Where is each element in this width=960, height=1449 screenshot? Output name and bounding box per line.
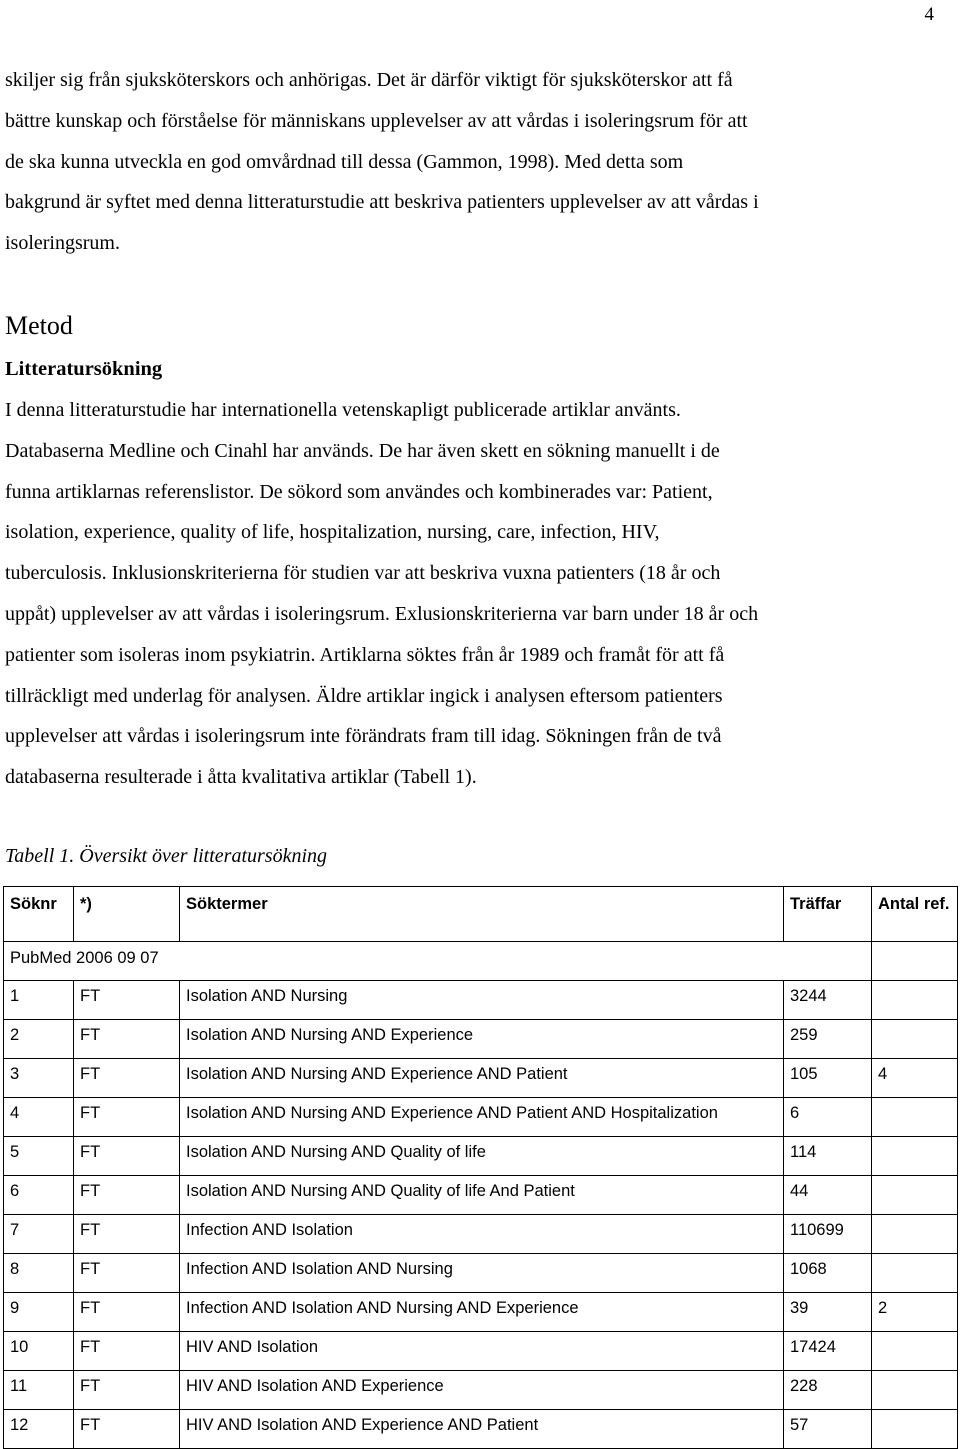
text-line: databaserna resulterade i åtta kvalitativa artiklar (Tabell 1). [5,766,477,789]
cell-soktermer: Isolation AND Nursing AND Experience AND Patient [180,1059,784,1098]
cell-soknr: 4 [4,1098,74,1137]
header-asterisk: *) [74,887,180,942]
database-row [4,942,958,981]
cell-antal-ref [872,1254,958,1293]
cell-traffar: 17424 [784,1332,872,1371]
section-heading-metod: Metod [5,311,73,340]
text-line: uppåt) upplevelser av att vårdas i isoleringsrum. Exlusionskriterierna var barn under 18 år och [5,602,759,625]
cell-antal-ref [872,1410,958,1449]
cell-traffar: 114 [784,1137,872,1176]
table-row [4,1371,958,1410]
cell-type: FT [74,1059,180,1098]
cell-traffar: 110699 [784,1215,872,1254]
table-row [4,1410,958,1449]
text-line: tillräckligt med underlag för analysen. Äldre artiklar ingick i analysen eftersom patienters [5,684,723,707]
cell-traffar: 1068 [784,1254,872,1293]
cell-soknr: 6 [4,1176,74,1215]
table-caption: Tabell 1. Översikt över litteratursökning [5,845,328,867]
cell-traffar: 39 [784,1293,872,1332]
header-soknr: Söknr [4,887,74,942]
cell-soknr: 5 [4,1137,74,1176]
cell-type: FT [74,1176,180,1215]
cell-soktermer: Infection AND Isolation AND Nursing [180,1254,784,1293]
cell-type: FT [74,981,180,1020]
cell-type: FT [74,1215,180,1254]
cell-antal-ref: 2 [872,1293,958,1332]
cell-soknr: 12 [4,1410,74,1449]
cell-soknr: 11 [4,1371,74,1410]
method-paragraph [5,390,905,798]
text-line: funna artiklarnas referenslistor. De sökord som användes och kombinerades var: Patient, [5,480,713,503]
table-row [4,1215,958,1254]
table-row [4,1098,958,1137]
table-row [4,981,958,1020]
cell-soktermer: HIV AND Isolation [180,1332,784,1371]
cell-type: FT [74,1410,180,1449]
subsection-heading-litteratursokning: Litteratursökning [5,358,163,380]
cell-traffar: 105 [784,1059,872,1098]
table-row [4,1332,958,1371]
text-line: isolation, experience, quality of life, hospitalization, nursing, care, infection, HIV, [5,521,660,544]
cell-soknr: 10 [4,1332,74,1371]
table-row [4,1176,958,1215]
table-cell [872,942,958,981]
cell-type: FT [74,1254,180,1293]
cell-antal-ref [872,1020,958,1059]
cell-soknr: 1 [4,981,74,1020]
header-soktermer: Söktermer [180,887,784,942]
cell-soktermer: Isolation AND Nursing AND Quality of life And Patient [180,1176,784,1215]
cell-antal-ref [872,1215,958,1254]
text-line: upplevelser att vårdas i isoleringsrum inte förändrats fram till idag. Sökningen från de två [5,725,722,748]
cell-soktermer: Isolation AND Nursing AND Experience AND Patient AND Hospitalization [180,1098,784,1137]
text-line: isoleringsrum. [5,232,120,255]
cell-soknr: 3 [4,1059,74,1098]
cell-type: FT [74,1332,180,1371]
text-line: tuberculosis. Inklusionskriterierna för studien var att beskriva vuxna patienters (18 år och [5,562,721,585]
table-row [4,1059,958,1098]
text-line: de ska kunna utveckla en god omvårdnad till dessa (Gammon, 1998). Med detta som [5,150,684,173]
cell-soktermer: HIV AND Isolation AND Experience AND Patient [180,1410,784,1449]
text-line: patienter som isoleras inom psykiatrin. Artiklarna söktes från år 1989 och framåt för att få [5,643,725,666]
cell-traffar: 57 [784,1410,872,1449]
cell-soktermer: Isolation AND Nursing AND Quality of life [180,1137,784,1176]
cell-traffar: 6 [784,1098,872,1137]
header-traffar: Träffar [784,887,872,942]
cell-traffar: 3244 [784,981,872,1020]
database-label: PubMed 2006 09 07 [4,942,872,981]
cell-soktermer: Infection AND Isolation AND Nursing AND Experience [180,1293,784,1332]
cell-antal-ref [872,1176,958,1215]
cell-soknr: 7 [4,1215,74,1254]
cell-soknr: 8 [4,1254,74,1293]
table-row [4,1020,958,1059]
cell-type: FT [74,1020,180,1059]
cell-type: FT [74,1371,180,1410]
search-table [3,886,958,1449]
text-line: bättre kunskap och förståelse för människans upplevelser av att vårdas i isoleringsrum för att [5,109,748,132]
text-line: skiljer sig från sjuksköterskors och anhörigas. Det är därför viktigt för sjuksköterskor att få [5,69,733,91]
cell-type: FT [74,1098,180,1137]
cell-type: FT [74,1293,180,1332]
cell-soktermer: Infection AND Isolation [180,1215,784,1254]
table-row [4,1254,958,1293]
cell-soktermer: HIV AND Isolation AND Experience [180,1371,784,1410]
header-antal-ref: Antal ref. [872,887,958,942]
cell-soktermer: Isolation AND Nursing AND Experience [180,1020,784,1059]
cell-antal-ref [872,1098,958,1137]
cell-antal-ref: 4 [872,1059,958,1098]
text-line: bakgrund är syftet med denna litteraturstudie att beskriva patienters upplevelser av att vårdas i [5,191,759,214]
table-row [4,1293,958,1332]
text-line: Databaserna Medline och Cinahl har används. De har även skett en sökning manuellt i de [5,439,720,462]
cell-soktermer: Isolation AND Nursing [180,981,784,1020]
table-row [4,1137,958,1176]
page-number: 4 [924,4,934,25]
cell-traffar: 259 [784,1020,872,1059]
cell-soknr: 2 [4,1020,74,1059]
table-header-row [4,887,958,942]
cell-antal-ref [872,1137,958,1176]
text-line: I denna litteraturstudie har internationella vetenskapligt publicerade artiklar använts. [5,399,681,421]
cell-antal-ref [872,981,958,1020]
cell-type: FT [74,1137,180,1176]
cell-traffar: 44 [784,1176,872,1215]
cell-antal-ref [872,1371,958,1410]
cell-soknr: 9 [4,1293,74,1332]
cell-antal-ref [872,1332,958,1371]
intro-paragraph [5,60,905,264]
cell-traffar: 228 [784,1371,872,1410]
